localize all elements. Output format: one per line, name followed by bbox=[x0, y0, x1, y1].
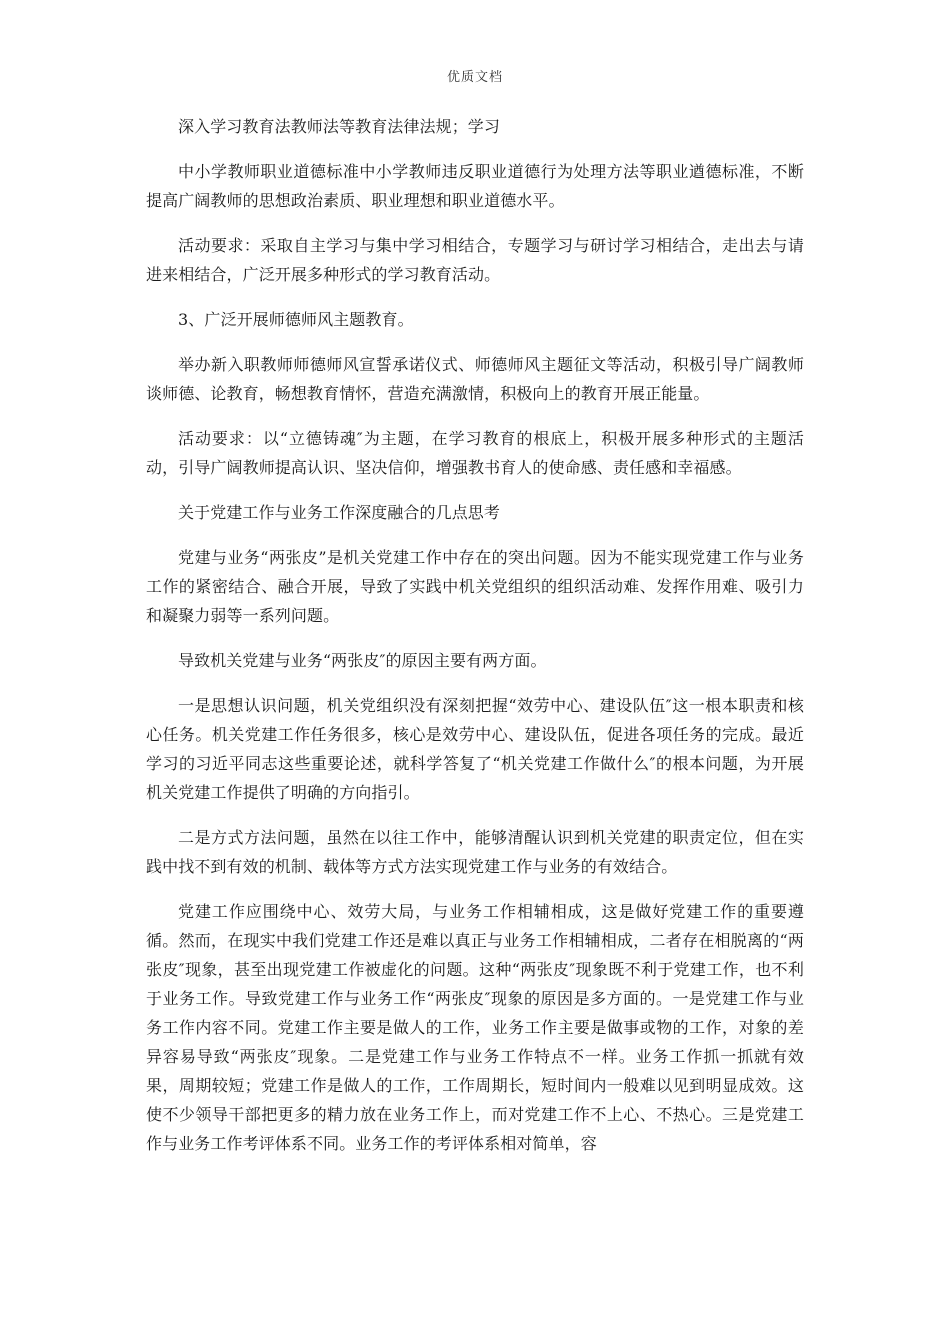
paragraph-3: 活动要求：采取自主学习与集中学习相结合，专题学习与研讨学习相结合，走出去与请进来相结合，广泛开展多种形式的学习教育活动。 bbox=[146, 236, 804, 284]
paragraph-8: 党建与业务“两张皮”是机关党建工作中存在的突出问题。因为不能实现党建工作与业务工作的紧密结合、融合开展，导致了实践中机关党组织的组织活动难、发挥作用难、吸引力和凝聚力弱等一系列问题。 bbox=[146, 548, 804, 625]
document-body bbox=[146, 112, 804, 1174]
paragraph-1: 深入学习教育法教师法等教育法律法规；学习 bbox=[178, 117, 501, 136]
paragraph-5: 举办新入职教师师德师风宣誓承诺仪式、师德师风主题征文等活动，积极引导广阔教师谈师德、论教育，畅想教育情怀，营造充满激情，积极向上的教育开展正能量。 bbox=[146, 355, 804, 403]
paragraph-12: 党建工作应围绕中心、效劳大局，与业务工作相辅相成，这是做好党建工作的重要遵循。然而，在现实中我们党建工作还是难以真正与业务工作相辅相成，二者存在相脱离的“两张皮″现象，甚至出现党建工作被虚化的问题。这种“两张皮″现象既不利于党建工作，也不利于业务工作。导致党建工作与业务工作“两张皮″现象的原因是多方面的。一是党建工作与业务工作内容不同。党建工作主要是做人的工作，业务工作主要是做事或物的工作，对象的差异容易导致“两张皮″现象。二是党建工作与业务工作特点不一样。业务工作抓一抓就有效果，周期较短；党建工作是做人的工作，工作周期长，短时间内一般难以见到明显成效。这使不少领导干部把更多的精力放在业务工作上，而对党建工作不上心、不热心。三是党建工作与业务工作考评体系不同。业务工作的考评体系相对简单，容 bbox=[146, 902, 804, 1153]
paragraph-2: 中小学教师职业道德标准中小学教师违反职业道德行为处理方法等职业遒德标准，不断提高广阔教师的思想政治素质、职业理想和职业道德水平。 bbox=[146, 162, 804, 210]
paragraph-10: 一是思想认识问题，机关党组织没有深刻把握“效劳中心、建设队伍″这一根本职责和核心任务。机关党建工作任务很多，核心是效劳中心、建设队伍，促进各项任务的完成。最近学习的习近平同志这些重要论述，就科学答复了“机关党建工作做什么″的根本问题，为开展机关党建工作提供了明确的方向指引。 bbox=[146, 696, 804, 802]
paragraph-4: 3、广泛开展师德师风主题教育。 bbox=[178, 310, 414, 329]
paragraph-9: 导致机关党建与业务“两张皮″的原因主要有两方面。 bbox=[178, 651, 547, 670]
paragraph-11: 二是方式方法问题，虽然在以往工作中，能够清醒认识到机关党建的职责定位，但在实践中找不到有效的机制、载体等方式方法实现党建工作与业务的有效结合。 bbox=[146, 828, 804, 876]
paragraph-6: 活动要求：以“立德铸魂″为主题，在学习教育的根底上，积极开展多种形式的主题活动，引导广阔教师提高认识、坚决信仰，增强教书育人的使命感、责任感和幸福感。 bbox=[146, 429, 804, 477]
section-title: 关于党建工作与业务工作深度融合的几点思考 bbox=[178, 503, 501, 522]
page-header: 优质文档 bbox=[446, 70, 503, 85]
